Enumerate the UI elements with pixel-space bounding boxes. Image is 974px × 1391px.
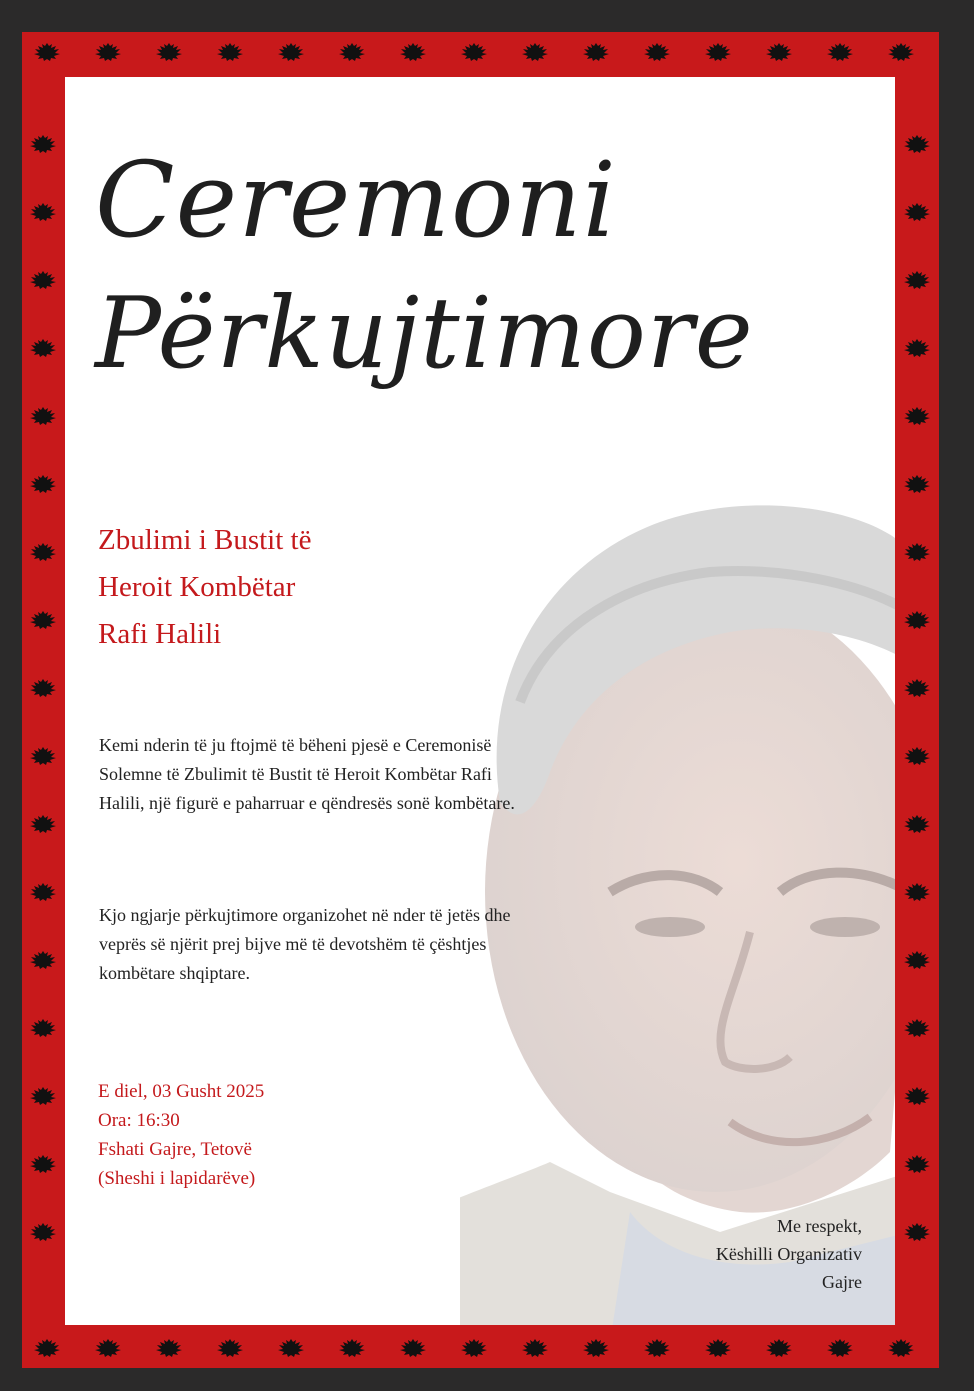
eagle-icon (902, 676, 932, 700)
eagle-icon (902, 404, 932, 428)
eagle-icon (28, 812, 58, 836)
eagle-icon (276, 1336, 306, 1360)
eagle-icon (902, 608, 932, 632)
event-description-paragraph: Kjo ngjarje përkujtimore organizohet në nder të jetës dhe veprës së njërit prej bijve më të devotshëm të çështjes kombëtare shqiptare. (99, 905, 511, 983)
eagle-icon (398, 40, 428, 64)
event-time: Ora: 16:30 (98, 1110, 180, 1131)
eagle-icon (902, 812, 932, 836)
eagle-icon (459, 40, 489, 64)
eagle-icon (764, 1336, 794, 1360)
eagle-icon (642, 40, 672, 64)
eagle-icon (32, 1336, 62, 1360)
signature-greeting: Me respekt, (777, 1216, 862, 1236)
eagle-icon (886, 1336, 916, 1360)
eagle-icon (764, 40, 794, 64)
event-venue: (Sheshi i lapidarëve) (98, 1168, 256, 1189)
eagle-icon (902, 1220, 932, 1244)
eagle-icon (215, 1336, 245, 1360)
eagle-icon (902, 540, 932, 564)
signature-organizer: Këshilli Organizativ (715, 1244, 862, 1264)
eagle-icon (520, 40, 550, 64)
eagle-icon (703, 40, 733, 64)
eagle-icon (93, 1336, 123, 1360)
invitation-paragraph: Kemi nderin të ju ftojmë të bëheni pjesë e Ceremonisë Solemne të Zbulimit të Bustit të Heroit Kombëtar Rafi Halili, një figurë e paharruar e qëndresës sonë kombëtare. (99, 735, 515, 813)
eagle-icon (902, 1152, 932, 1176)
eagle-icon (28, 676, 58, 700)
eagle-icon (825, 1336, 855, 1360)
eagle-icon (703, 1336, 733, 1360)
eagle-icon (902, 336, 932, 360)
event-details (98, 1077, 264, 1193)
eagle-icon (28, 404, 58, 428)
eagle-icon (520, 1336, 550, 1360)
subtitle-line: Heroit Kombëtar (98, 571, 296, 603)
title-line-2: Përkujtimore (95, 277, 754, 391)
eagle-icon (902, 200, 932, 224)
eagle-icon (28, 1084, 58, 1108)
eagle-icon (28, 472, 58, 496)
eagle-icon (28, 948, 58, 972)
eagle-icon (581, 40, 611, 64)
subtitle-line: Rafi Halili (98, 618, 222, 650)
eagle-icon (28, 1016, 58, 1040)
eagle-icon (28, 608, 58, 632)
eagle-icon (642, 1336, 672, 1360)
eagle-icon (32, 40, 62, 64)
eagle-icon (902, 880, 932, 904)
invitation-card (65, 77, 895, 1325)
eagle-icon (28, 540, 58, 564)
title-line-1: Ceremoni (95, 139, 617, 261)
signature-village: Gajre (822, 1272, 862, 1292)
eagle-icon (902, 744, 932, 768)
eagle-icon (28, 132, 58, 156)
eagle-icon (337, 40, 367, 64)
eagle-icon (459, 1336, 489, 1360)
eagle-icon (28, 880, 58, 904)
eagle-icon (28, 1152, 58, 1176)
subtitle (98, 517, 311, 658)
eagle-icon (337, 1336, 367, 1360)
eagle-icon (902, 268, 932, 292)
eagle-icon (398, 1336, 428, 1360)
eagle-icon (902, 472, 932, 496)
eagle-icon (825, 40, 855, 64)
eagle-icon (886, 40, 916, 64)
portrait-photo (460, 472, 895, 1325)
eagle-icon (93, 40, 123, 64)
eagle-icon (902, 948, 932, 972)
subtitle-line: Zbulimi i Bustit të (98, 524, 312, 556)
event-place: Fshati Gajre, Tetovë (98, 1139, 252, 1160)
eagle-icon (28, 200, 58, 224)
eagle-icon (276, 40, 306, 64)
eagle-icon (154, 1336, 184, 1360)
eagle-icon (902, 1084, 932, 1108)
eagle-icon (902, 132, 932, 156)
eagle-icon (28, 744, 58, 768)
event-date: E diel, 03 Gusht 2025 (98, 1081, 265, 1102)
eagle-icon (154, 40, 184, 64)
eagle-icon (215, 40, 245, 64)
eagle-icon (581, 1336, 611, 1360)
signature (716, 1212, 862, 1296)
eagle-icon (28, 1220, 58, 1244)
eagle-icon (28, 336, 58, 360)
eagle-icon (28, 268, 58, 292)
eagle-icon (902, 1016, 932, 1040)
